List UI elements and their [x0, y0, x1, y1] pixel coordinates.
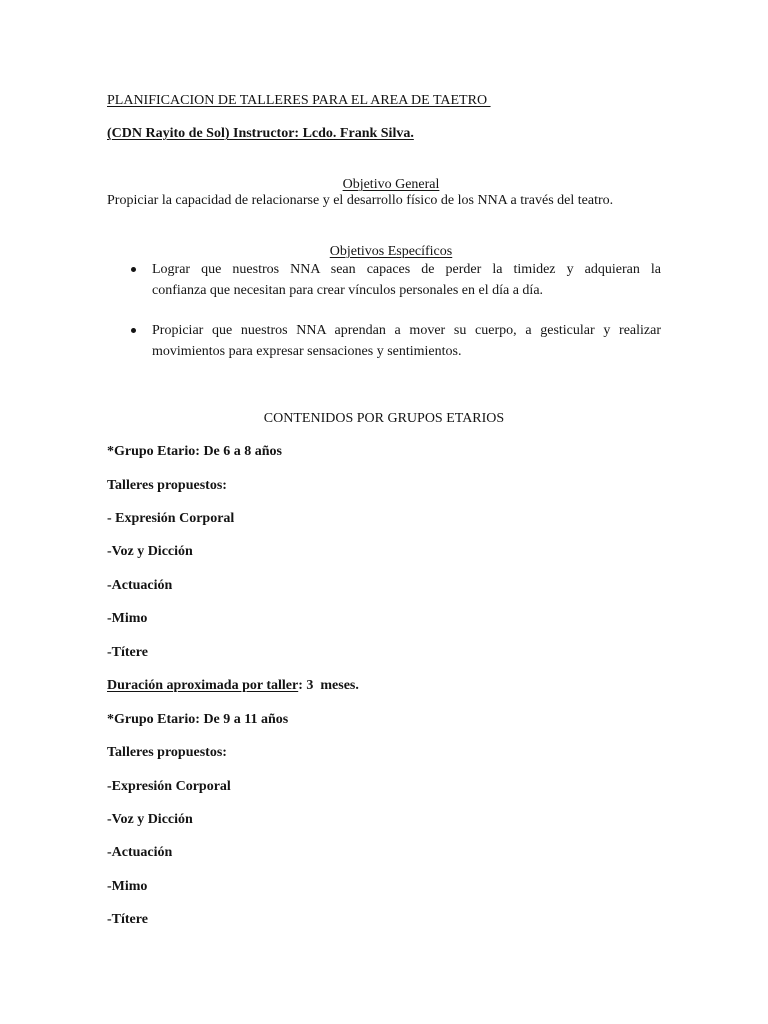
workshop-item: -Mimo: [107, 879, 148, 894]
workshop-item: -Títere: [107, 645, 148, 660]
general-objective-heading-text: Objetivo General: [342, 177, 440, 192]
list-item-line: confianza que necesitan para crear vínculos personales en el día a día.: [152, 283, 544, 298]
age-group-label: *Grupo Etario: De 6 a 8 años: [107, 444, 282, 459]
workshops-label: Talleres propuestos:: [107, 745, 227, 760]
general-objective-heading: [0, 158, 768, 192]
age-group-label: *Grupo Etario: De 9 a 11 años: [107, 712, 289, 727]
workshops-label: Talleres propuestos:: [107, 478, 227, 493]
duration-line: [107, 677, 359, 695]
workshop-item: - Expresión Corporal: [107, 511, 235, 526]
duration-value: : 3 meses.: [298, 678, 359, 693]
contents-heading: CONTENIDOS POR GRUPOS ETARIOS: [263, 411, 505, 426]
workshop-item: -Expresión Corporal: [107, 779, 231, 794]
bullet-icon: [131, 267, 136, 272]
specific-objectives-heading-text: Objetivos Específicos: [329, 244, 453, 259]
list-item-line: Propiciar que nuestros NNA aprendan a mover su cuerpo, a gesticular y realizar: [152, 323, 661, 338]
general-objective-text: Propiciar la capacidad de relacionarse y el desarrollo físico de los NNA a través del teatro.: [107, 193, 614, 208]
document-title: PLANIFICACION DE TALLERES PARA EL AREA DE TAETRO: [107, 93, 491, 108]
workshop-item: -Títere: [107, 912, 148, 927]
specific-objectives-heading: [0, 225, 768, 259]
list-item-line: Lograr que nuestros NNA sean capaces de perder la timidez y adquieran la: [152, 262, 661, 277]
workshop-item: -Voz y Dicción: [107, 812, 193, 827]
workshop-item: -Actuación: [107, 578, 173, 593]
list-item-line: movimientos para expresar sensaciones y sentimientos.: [152, 344, 462, 359]
workshop-item: -Voz y Dicción: [107, 544, 193, 559]
document-subtitle: (CDN Rayito de Sol) Instructor: Lcdo. Frank Silva.: [107, 126, 414, 141]
duration-label: Duración aproximada por taller: [107, 678, 299, 693]
workshop-item: -Actuación: [107, 845, 173, 860]
bullet-icon: [131, 328, 136, 333]
workshop-item: -Mimo: [107, 611, 148, 626]
